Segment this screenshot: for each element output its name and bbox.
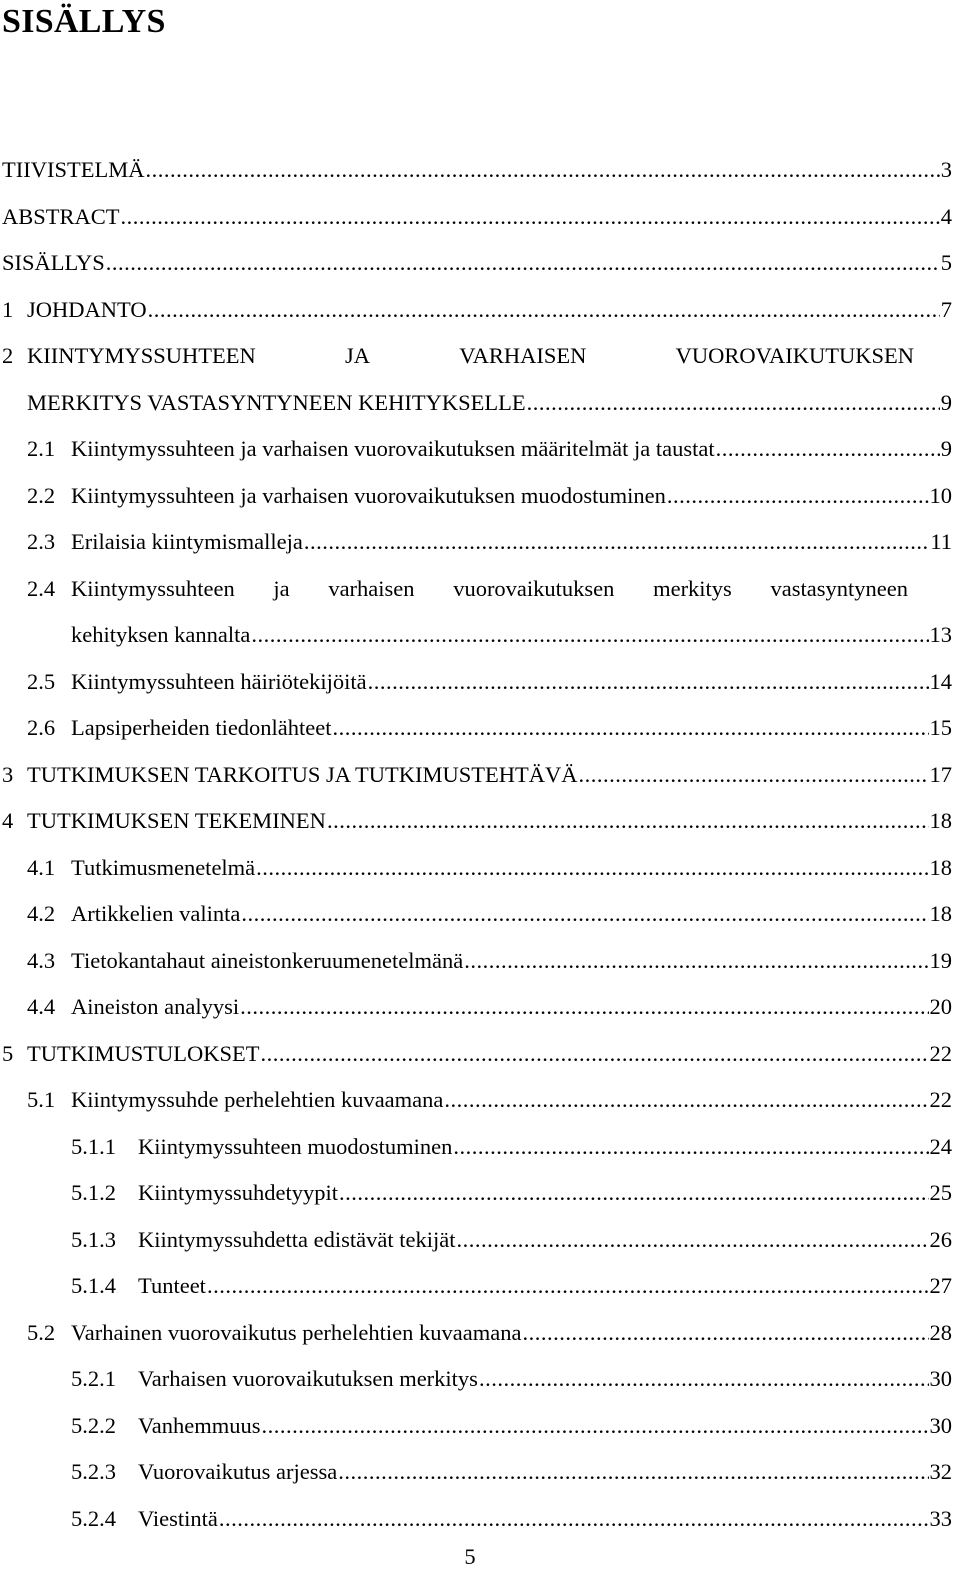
toc-entry[interactable]: [27, 659, 952, 705]
dot-leader: [339, 1170, 928, 1216]
toc-entry-page: 26: [929, 1226, 952, 1252]
toc-entry[interactable]: [2, 752, 952, 798]
toc-entry-page: 11: [930, 529, 952, 554]
toc-entry-number: 2.1: [27, 436, 56, 461]
toc-entry[interactable]: [2, 147, 952, 193]
toc-entry-page: 18: [929, 854, 952, 880]
toc-entry-title: JOHDANTO: [27, 296, 147, 322]
toc-entry-page: 27: [929, 1273, 952, 1298]
toc-entry[interactable]: [27, 891, 952, 937]
toc-entry[interactable]: [27, 984, 952, 1030]
toc-title-word: ja: [273, 575, 290, 601]
dot-leader: [479, 1356, 929, 1402]
toc-entry-page: 20: [929, 994, 952, 1019]
toc-entry-number: 4.3: [27, 947, 56, 973]
toc-entry-title: Kiintymyssuhde perhelehtien kuvaamana: [71, 1087, 444, 1112]
toc-entry-number: 4.1: [27, 854, 56, 880]
toc-entry[interactable]: [71, 1403, 952, 1449]
toc-entry-page: 17: [929, 761, 952, 787]
dot-leader: [251, 612, 928, 658]
toc-entry-title: Kiintymyssuhteen häiriötekijöitä: [71, 668, 367, 694]
dot-leader: [338, 1449, 928, 1495]
toc-entry-title: Aineiston analyysi: [71, 994, 240, 1019]
toc-entry-title: Kiintymyssuhteen ja varhaisen vuorovaikutuksen määritelmät ja taustat: [71, 436, 715, 461]
dot-leader: [148, 287, 940, 333]
toc-entry-page: 7: [940, 296, 952, 322]
dot-leader: [260, 1031, 928, 1077]
toc-entry-number: 5.2: [27, 1319, 56, 1345]
toc-title-word: VARHAISEN: [459, 343, 587, 368]
dot-leader: [333, 705, 929, 751]
toc-entry[interactable]: [27, 1077, 952, 1123]
toc-entry-number: 2.2: [27, 482, 56, 508]
toc-entry[interactable]: [71, 1170, 952, 1216]
toc-entry[interactable]: [71, 1263, 952, 1309]
toc-entry-title: Tunteet: [138, 1273, 206, 1298]
toc-entry-page: 28: [929, 1319, 952, 1345]
toc-entry-page: 4: [940, 203, 952, 229]
toc-entry-number: 2.6: [27, 715, 56, 740]
toc-entry-number: 3: [2, 761, 14, 787]
toc-entry-number: 2.3: [27, 529, 56, 554]
dot-leader: [667, 473, 929, 519]
toc-title-word: vastasyntyneen: [770, 575, 908, 601]
toc-entry[interactable]: [2, 240, 952, 286]
toc-entry-title: MERKITYS VASTASYNTYNEEN KEHITYKSELLE: [27, 389, 526, 415]
dot-leader: [207, 1263, 929, 1309]
toc-entry-page: 24: [929, 1133, 952, 1159]
toc-entry-title: Vanhemmuus: [138, 1412, 261, 1438]
toc-title-word: KIINTYMYSSUHTEEN: [27, 343, 256, 368]
toc-entry-number: 5.2.3: [71, 1459, 116, 1484]
toc-title-word: Kiintymyssuhteen: [71, 575, 235, 601]
toc-entry-page: 19: [929, 947, 952, 973]
toc-entry-number: 2.4: [27, 575, 56, 601]
toc-entry-page: 22: [929, 1087, 952, 1112]
toc-entry[interactable]: [27, 705, 952, 751]
toc-entry-page: 9: [940, 389, 952, 415]
toc-title-word: VUOROVAIKUTUKSEN: [675, 343, 914, 368]
toc-entry[interactable]: [71, 1124, 952, 1170]
toc-entry-number: 4.4: [27, 994, 56, 1019]
toc-entry-continuation[interactable]: [27, 380, 952, 426]
toc-entry-number: 4.2: [27, 901, 56, 926]
toc-entry[interactable]: [27, 845, 952, 891]
dot-leader: [145, 147, 939, 193]
toc-entry-number: 5.2.1: [71, 1366, 116, 1391]
dot-leader: [444, 1077, 928, 1123]
dot-leader: [256, 845, 928, 891]
toc-entry[interactable]: [2, 194, 952, 240]
toc-entry-title: Artikkelien valinta: [71, 901, 241, 926]
dot-leader: [368, 659, 929, 705]
toc-entry[interactable]: [27, 426, 952, 472]
toc-heading: SISÄLLYS: [2, 3, 166, 40]
toc-entry-title: kehityksen kannalta: [71, 622, 251, 647]
dot-leader: [106, 240, 940, 286]
toc-title-word: vuorovaikutuksen: [453, 575, 615, 601]
toc-entry[interactable]: [27, 938, 952, 984]
toc-entry-number: 1: [2, 296, 14, 322]
dot-leader: [240, 984, 928, 1030]
toc-entry-title: Varhainen vuorovaikutus perhelehtien kuvaamana: [71, 1319, 522, 1345]
toc-entry-title: TUTKIMUKSEN TEKEMINEN: [27, 808, 326, 833]
toc-entry-title: Lapsiperheiden tiedonlähteet: [71, 715, 332, 740]
toc-title-word: merkitys: [653, 575, 732, 601]
toc-entry-number: 5.1.2: [71, 1180, 116, 1205]
toc-entry[interactable]: [27, 566, 912, 612]
toc-entry-title-line1: [27, 333, 914, 379]
toc-entry-number: 5: [2, 1040, 14, 1066]
toc-entry-page: 13: [929, 622, 952, 647]
toc-entry-title: Varhaisen vuorovaikutuksen merkitys: [138, 1366, 478, 1391]
toc-entry-page: 22: [929, 1040, 952, 1066]
toc-entry-page: 15: [929, 715, 952, 740]
toc-entry-page: 25: [929, 1180, 952, 1205]
toc-entry-page: 9: [940, 436, 952, 461]
dot-leader: [219, 1496, 929, 1542]
toc-title-word: JA: [345, 343, 371, 368]
toc-entry-title: Viestintä: [138, 1505, 218, 1531]
toc-title-word: varhaisen: [328, 575, 415, 601]
dot-leader: [464, 938, 928, 984]
toc-entry-title: Erilaisia kiintymismalleja: [71, 529, 303, 554]
toc-entry-page: 33: [929, 1505, 952, 1531]
dot-leader: [578, 752, 928, 798]
toc-entry-page: 3: [940, 157, 952, 182]
dot-leader: [241, 891, 928, 937]
toc-entry-number: 2: [2, 343, 14, 368]
toc-entry[interactable]: [71, 1496, 952, 1542]
toc-entry[interactable]: [27, 473, 952, 519]
dot-leader: [262, 1403, 929, 1449]
toc-entry-page: 18: [929, 808, 952, 833]
dot-leader: [456, 1217, 928, 1263]
toc-entry[interactable]: [2, 798, 952, 844]
toc-entry[interactable]: [71, 1356, 952, 1402]
toc-entry-title: TUTKIMUKSEN TARKOITUS JA TUTKIMUSTEHTÄVÄ: [27, 761, 578, 787]
toc-entry[interactable]: [27, 1310, 952, 1356]
dot-leader: [527, 380, 940, 426]
dot-leader: [716, 426, 940, 472]
toc-entry-title: ABSTRACT: [2, 203, 120, 229]
toc-entry[interactable]: [71, 1449, 952, 1495]
toc-entry[interactable]: [2, 333, 912, 379]
toc-entry-number: 4: [2, 808, 14, 833]
toc-entry-title-line1: [71, 566, 908, 612]
toc-entry-number: 5.1.1: [71, 1133, 116, 1159]
toc-entry[interactable]: [71, 1217, 952, 1263]
toc-entry-number: 5.2.2: [71, 1412, 116, 1438]
toc-entry-number: 5.1: [27, 1087, 56, 1112]
toc-entry-title: Vuorovaikutus arjessa: [138, 1459, 338, 1484]
dot-leader: [304, 519, 930, 565]
toc-entry-page: 32: [929, 1459, 952, 1484]
toc-entry-title: Tutkimusmenetelmä: [71, 854, 256, 880]
toc-entry-number: 5.1.4: [71, 1273, 116, 1298]
toc-entry-page: 30: [929, 1366, 952, 1391]
toc-entry-page: 18: [929, 901, 952, 926]
toc-entry[interactable]: [2, 287, 952, 333]
toc-entry-title: Tietokantahaut aineistonkeruumenetelmänä: [71, 947, 464, 973]
page-number: 5: [464, 1544, 476, 1569]
toc-entry-page: 14: [929, 668, 952, 694]
dot-leader: [453, 1124, 928, 1170]
toc-entry-title: Kiintymyssuhteen ja varhaisen vuorovaikutuksen muodostuminen: [71, 482, 666, 508]
toc-entry[interactable]: [2, 1031, 952, 1077]
toc-entry-number: 5.1.3: [71, 1226, 116, 1252]
toc-entry-title: TUTKIMUSTULOKSET: [27, 1040, 260, 1066]
toc-entry-page: 10: [929, 482, 952, 508]
toc-entry-title: SISÄLLYS: [2, 250, 105, 275]
toc-entry-number: 2.5: [27, 668, 56, 694]
toc-entry[interactable]: [27, 519, 952, 565]
toc-entry-page: 30: [929, 1412, 952, 1438]
toc-entry-page: 5: [940, 250, 952, 275]
toc-entry-continuation[interactable]: [71, 612, 952, 658]
toc-entry-number: 5.2.4: [71, 1505, 116, 1531]
dot-leader: [522, 1310, 928, 1356]
toc-entry-title: Kiintymyssuhteen muodostuminen: [138, 1133, 453, 1159]
dot-leader: [327, 798, 929, 844]
dot-leader: [121, 194, 940, 240]
toc-entry-title: Kiintymyssuhdetta edistävät tekijät: [138, 1226, 456, 1252]
toc-entry-title: TIIVISTELMÄ: [2, 157, 145, 182]
toc-entry-title: Kiintymyssuhdetyypit: [138, 1180, 339, 1205]
